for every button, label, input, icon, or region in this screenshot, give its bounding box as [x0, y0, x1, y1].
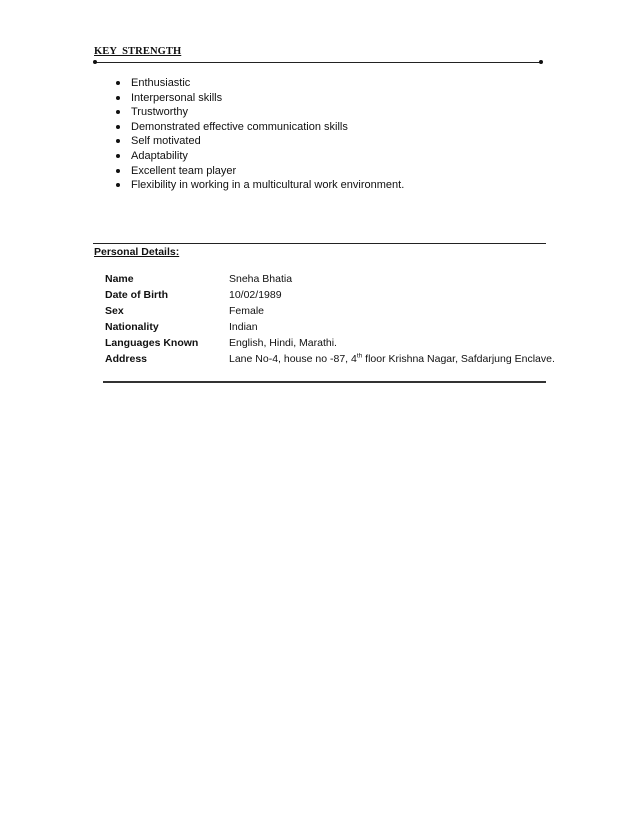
detail-value: [229, 351, 555, 367]
address-part-before: Lane No-4, house no -87, 4: [229, 353, 357, 365]
key-strength-heading: KEY STRENGTH: [94, 46, 182, 57]
personal-details-bottom-divider: [103, 381, 546, 383]
detail-value: 10/02/1989: [229, 289, 282, 301]
bullet-icon: [116, 183, 120, 187]
detail-label: Address: [105, 353, 148, 365]
bullet-icon: [116, 81, 120, 85]
strength-text: Enthusiastic: [131, 77, 191, 89]
list-item: [114, 149, 404, 164]
address-superscript: th: [356, 352, 363, 360]
bullet-icon: [116, 125, 120, 129]
list-item: [114, 120, 404, 135]
personal-details-heading: Personal Details:: [94, 246, 180, 258]
detail-label: Date of Birth: [105, 289, 168, 301]
list-item: [114, 178, 404, 193]
detail-value: Indian: [229, 321, 258, 333]
list-item: [114, 164, 404, 179]
strength-text: Excellent team player: [131, 164, 237, 177]
strength-text: Interpersonal skills: [131, 91, 223, 104]
list-item: [114, 134, 404, 149]
detail-value: English, Hindi, Marathi.: [229, 337, 337, 349]
strength-text: Adaptability: [131, 149, 188, 162]
divider-right-dot: [539, 60, 543, 64]
bullet-icon: [116, 154, 120, 158]
bullet-icon: [116, 110, 120, 114]
detail-label: Nationality: [105, 321, 159, 333]
key-strength-divider: [95, 62, 541, 63]
list-item: [114, 105, 404, 120]
list-item: [114, 76, 404, 91]
detail-value: Female: [229, 305, 265, 317]
strength-text: Demonstrated effective communication skills: [131, 120, 348, 133]
detail-value: Sneha Bhatia: [229, 273, 293, 285]
bullet-icon: [116, 169, 120, 173]
detail-label: Languages Known: [105, 337, 199, 349]
bullet-icon: [116, 96, 120, 100]
strength-text: Trustworthy: [131, 106, 189, 119]
detail-label: Sex: [105, 305, 124, 317]
address-part-after: floor Krishna Nagar, Safdarjung Enclave.: [362, 353, 555, 365]
strength-text: Flexibility in working in a multicultural work environment.: [131, 179, 405, 192]
detail-label: Name: [105, 273, 134, 285]
strength-text: Self motivated: [131, 135, 201, 148]
list-item: [114, 91, 404, 106]
bullet-icon: [116, 139, 120, 143]
key-strength-list: [114, 76, 404, 193]
personal-details-top-divider: [93, 243, 546, 244]
divider-left-dot: [93, 60, 97, 64]
